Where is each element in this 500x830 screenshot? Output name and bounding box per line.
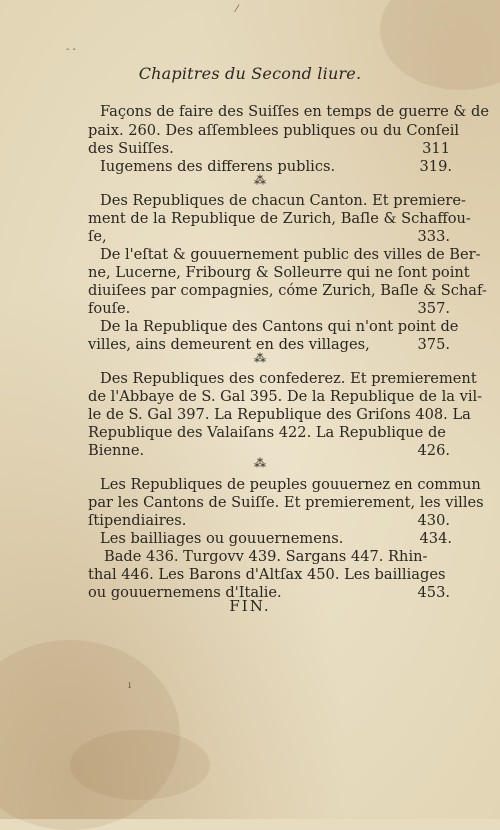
- page-number: 357.: [417, 300, 450, 317]
- toc-text: Des Republiques de chacun Canton. Et premiere-: [100, 192, 466, 209]
- toc-line: [104, 548, 452, 566]
- toc-text: Iugemens des differens publics.: [100, 158, 336, 175]
- toc-text: villes, ains demeurent en des villages,: [88, 336, 370, 353]
- toc-line: [100, 103, 490, 121]
- ink-mark: - -: [66, 44, 76, 55]
- toc-line: [100, 318, 459, 336]
- ink-mark: ı: [128, 680, 132, 691]
- toc-line: [88, 140, 450, 158]
- page-number: 333.: [417, 228, 450, 245]
- toc-text: Bade 436. Turgovv 439. Sargans 447. Rhin-: [104, 548, 428, 565]
- toc-line: [100, 246, 481, 264]
- asterism-ornament: ⁂: [254, 351, 266, 365]
- toc-line: [100, 158, 452, 176]
- toc-text: ſe,: [88, 228, 107, 245]
- toc-line: [88, 282, 487, 300]
- toc-line: [88, 228, 450, 246]
- toc-line: [88, 512, 450, 530]
- toc-line: [88, 122, 460, 140]
- toc-line: [88, 406, 471, 424]
- page-number: 319.: [419, 158, 452, 175]
- toc-text: De l'eſtat & gouuernement public des villes de Ber-: [100, 246, 481, 263]
- toc-line: [88, 210, 471, 228]
- page-number: 426.: [417, 442, 450, 459]
- toc-text: paix. 260. Des aſſemblees publiques ou du Conſeil: [88, 122, 460, 139]
- page-number: 453.: [417, 584, 450, 601]
- toc-line: [100, 476, 481, 494]
- paper-stain: [70, 730, 210, 800]
- toc-text: ne, Lucerne, Fribourg & Solleurre qui ne ſont point: [88, 264, 470, 281]
- toc-line: [88, 494, 484, 512]
- toc-text: Les Republiques de peuples gouuernez en commun: [100, 476, 481, 493]
- toc-line: [88, 424, 450, 442]
- toc-line: [88, 336, 450, 354]
- page-number: 430.: [417, 512, 450, 529]
- toc-text: ou gouuernemens d'Italie.: [88, 584, 282, 601]
- toc-text: Façons de faire des Suiſſes en temps de guerre & de: [100, 103, 490, 120]
- toc-text: thal 446. Les Barons d'Altſax 450. Les bailliages: [88, 566, 446, 583]
- toc-text: Des Republiques des confederez. Et premierement: [100, 370, 477, 387]
- toc-line: [100, 530, 452, 548]
- toc-text: fouſe.: [88, 300, 131, 317]
- running-title: Chapitres du Second liure.: [138, 64, 362, 83]
- fin-text: FIN.: [229, 597, 271, 615]
- toc-text: de l'Abbaye de S. Gal 395. De la Republique de la vil-: [88, 388, 483, 405]
- page-number: 434.: [419, 530, 452, 547]
- toc-line: [100, 370, 477, 388]
- toc-text: diuiſees par compagnies, cóme Zurich, Baſle & Schaf-: [88, 282, 487, 299]
- toc-text: par les Cantons de Suiſſe. Et premierement, les villes: [88, 494, 484, 511]
- toc-line: [88, 566, 450, 584]
- page-number: 375.: [417, 336, 450, 353]
- asterism-ornament: ⁂: [254, 173, 266, 187]
- toc-text: Republique des Valaiſans 422. La Republique de: [88, 424, 446, 441]
- toc-text: des Suiſſes.: [88, 140, 174, 157]
- toc-text: Les bailliages ou gouuernemens.: [100, 530, 344, 547]
- toc-text: De la Republique des Cantons qui n'ont point de: [100, 318, 459, 335]
- toc-text: ment de la Republique de Zurich, Baſle & Schaffou-: [88, 210, 471, 227]
- toc-line: [88, 264, 470, 282]
- toc-line: [100, 192, 466, 210]
- page-number: 311: [422, 140, 450, 157]
- asterism-ornament: ⁂: [254, 456, 266, 470]
- toc-text: le de S. Gal 397. La Republique des Griſons 408. La: [88, 406, 471, 423]
- toc-line: [88, 300, 450, 318]
- toc-text: ſtipendiaires.: [88, 512, 187, 529]
- ink-mark: ⁄: [236, 4, 238, 15]
- toc-text: Bienne.: [88, 442, 145, 459]
- toc-line: [88, 388, 483, 406]
